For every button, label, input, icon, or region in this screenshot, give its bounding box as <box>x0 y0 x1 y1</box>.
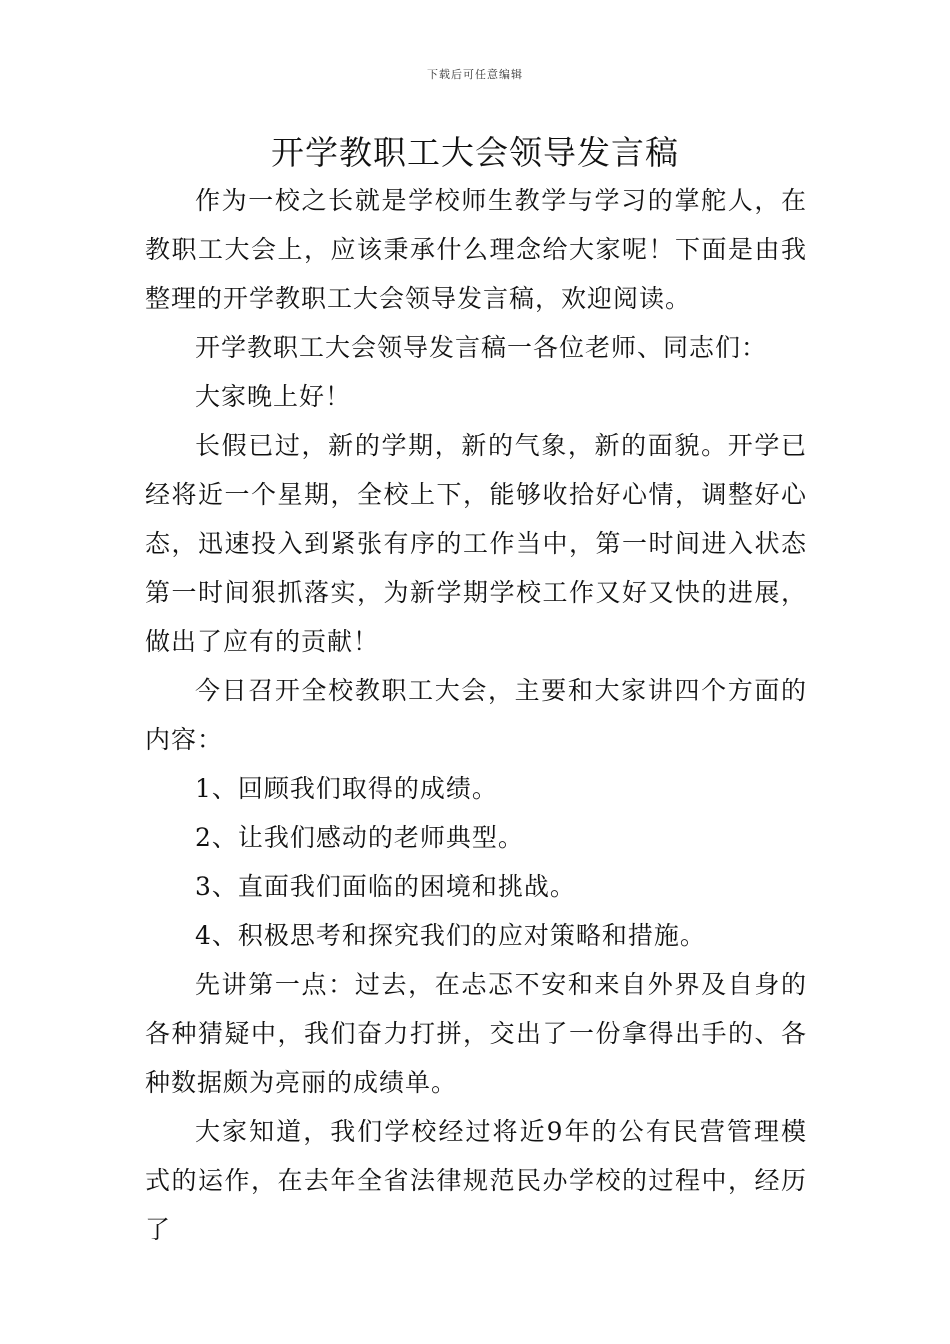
document-title: 开学教职工大会领导发言稿 <box>271 133 679 172</box>
agenda-item: 4、积极思考和探究我们的应对策略和措施。 <box>195 921 706 950</box>
document-body <box>145 176 807 1254</box>
paragraph-greeting: 大家晚上好！ <box>195 382 352 411</box>
paragraph-agenda-intro: 今日召开全校教职工大会，主要和大家讲四个方面的内容： <box>145 676 807 754</box>
agenda-item: 3、直面我们面临的困境和挑战。 <box>195 872 576 901</box>
header-note: 下载后可任意编辑 <box>427 68 523 81</box>
agenda-item: 1、回顾我们取得的成绩。 <box>195 774 498 803</box>
paragraph-background: 大家知道，我们学校经过将近9年的公有民营管理模式的运作，在去年全省法律规范民办学校的过程中，经历了 <box>145 1117 807 1244</box>
agenda-item: 2、让我们感动的老师典型。 <box>195 823 524 852</box>
paragraph-first-point: 先讲第一点：过去，在忐忑不安和来自外界及自身的各种猜疑中，我们奋力打拼，交出了一份拿得出手的、各种数据颇为亮丽的成绩单。 <box>145 970 807 1097</box>
paragraph-salutation: 开学教职工大会领导发言稿一各位老师、同志们： <box>195 333 768 362</box>
paragraph-opening: 长假已过，新的学期，新的气象，新的面貌。开学已经将近一个星期，全校上下，能够收拾好心情，调整好心态，迅速投入到紧张有序的工作当中，第一时间进入状态第一时间狠抓落实，为新学期学校工作又好又快的进展，做出了应有的贡献！ <box>145 431 807 656</box>
paragraph-intro: 作为一校之长就是学校师生教学与学习的掌舵人，在教职工大会上，应该秉承什么理念给大家呢！下面是由我整理的开学教职工大会领导发言稿，欢迎阅读。 <box>145 186 807 313</box>
